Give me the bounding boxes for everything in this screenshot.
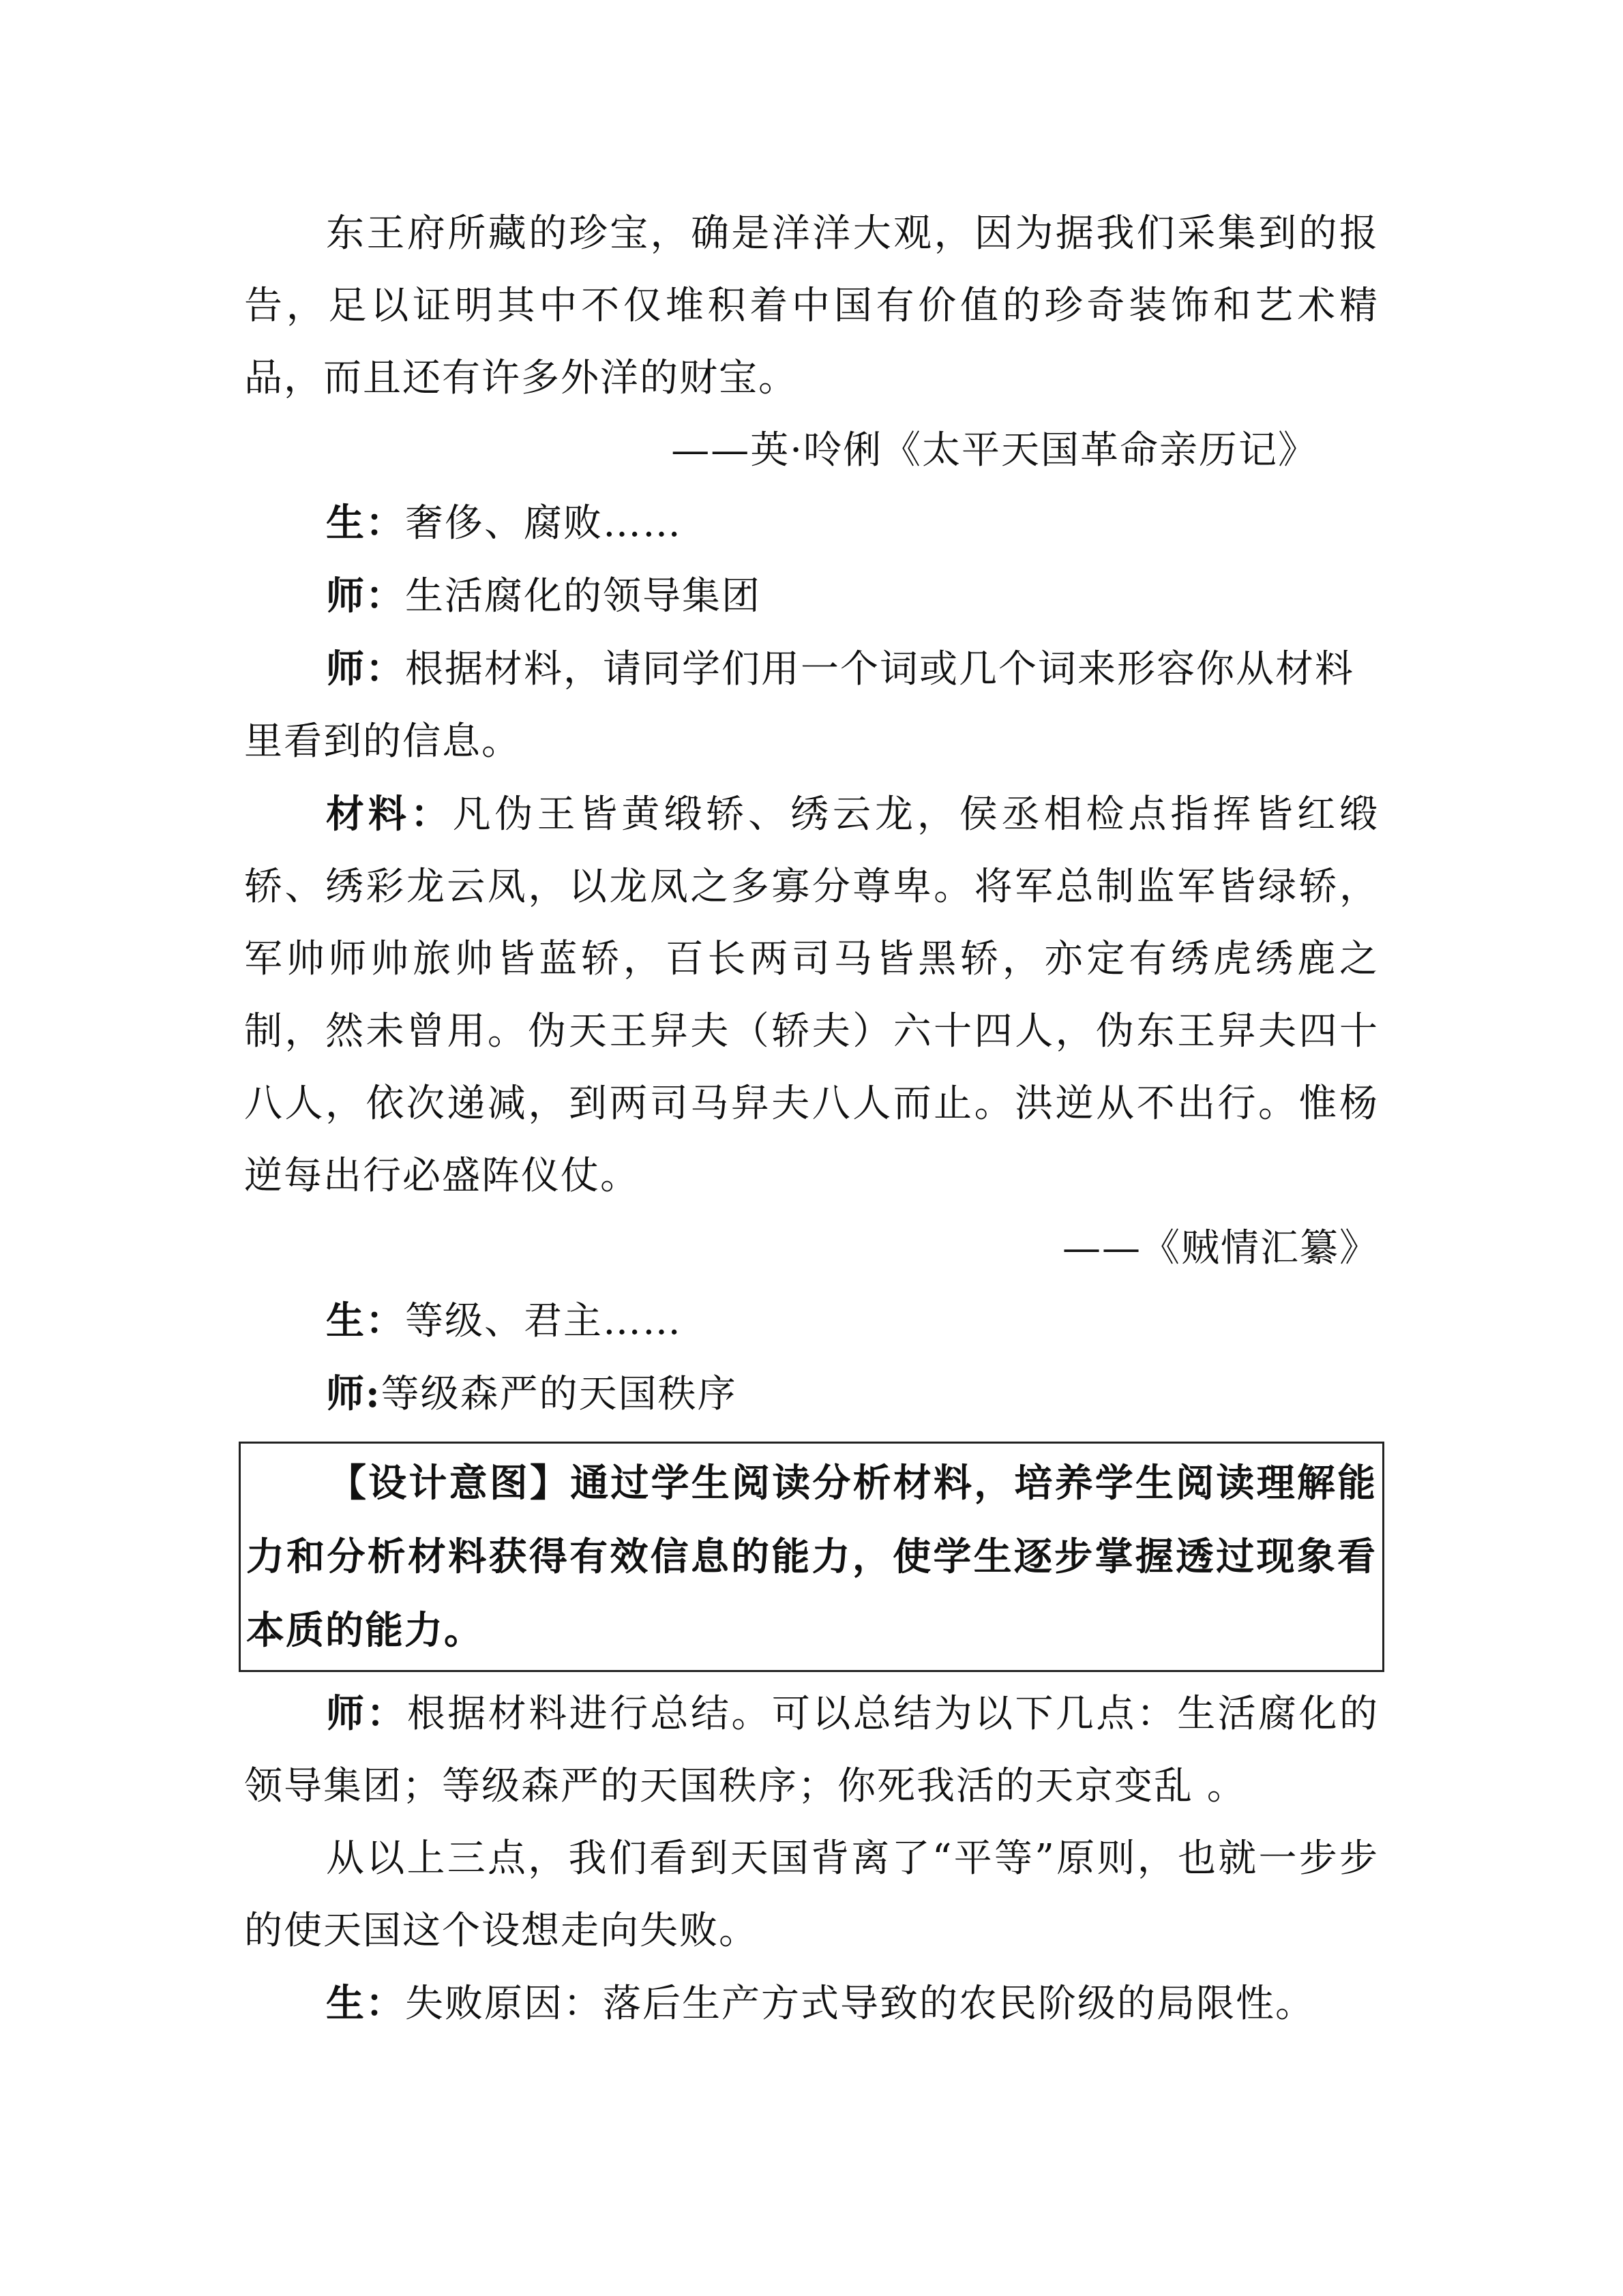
dialog-text: 失败原因：落后生产方式导致的农民阶级的局限性。 (405, 1982, 1315, 2026)
material-label: 材料： (326, 792, 453, 837)
speaker-label: 师： (326, 1691, 407, 1736)
dialog-text: 根据材料，请同学们用一个词或几个词来形容你从材料里看到的信息。 (244, 647, 1354, 764)
summary-paragraph: 从以上三点，我们看到天国背离了“平等”原则，也就一步步的使天国这个设想走向失败。 (244, 1836, 1379, 1953)
material-paragraph (244, 778, 1379, 1212)
speaker-label: 师： (326, 646, 405, 691)
speaker-label: 师： (326, 573, 405, 618)
dialog-text: 奢侈、腐败…… (405, 501, 682, 546)
dialog-line (244, 1967, 1379, 2040)
speaker-label: 生： (326, 501, 405, 546)
dialog-line (244, 633, 1379, 778)
quote-paragraph: 东王府所藏的珍宝，确是洋洋大观，因为据我们采集到的报告，足以证明其中不仅堆积着中国有价值的珍奇装饰和艺术精品，而且还有许多外洋的财宝。 (244, 211, 1379, 400)
material-source: ——《贼情汇纂》 (1062, 1226, 1379, 1270)
dialog-text: 根据材料进行总结。可以总结为以下几点：生活腐化的领导集团；等级森严的天国秩序；你死我活的天京变乱 。 (244, 1692, 1380, 1808)
design-intent-text: 【设计意图】通过学生阅读分析材料，培养学生阅读理解能力和分析材料获得有效信息的能力，使学生逐步掌握透过现象看本质的能力。 (246, 1461, 1377, 1653)
material-text: 凡伪王皆黄缎轿、绣云龙，侯丞相检点指挥皆红缎轿、绣彩龙云凤，以龙凤之多寡分尊卑。将军总制监军皆绿轿，军帅师帅旅帅皆蓝轿，百长两司马皆黑轿，亦定有绣虎绣鹿之制，然未曾用。伪天王舁夫（轿夫）六十四人，伪东王舁夫四十八人，依次递减，到两司马舁夫八人而止。洪逆从不出行。惟杨逆每出行必盛阵仪仗。 (244, 792, 1379, 1198)
dialog-line (244, 1678, 1379, 1823)
dialog-text: 等级、君主…… (405, 1299, 682, 1343)
speaker-label: 生： (326, 1981, 405, 2026)
dialog-text: 生活腐化的领导集团 (405, 574, 761, 618)
dialog-text: 等级森严的天国秩序 (381, 1372, 737, 1416)
dialog-line (244, 487, 1379, 560)
dialog-line (244, 560, 1379, 633)
document-page (244, 198, 1379, 2040)
dialog-line (244, 1358, 1379, 1431)
speaker-label: 师: (326, 1371, 381, 1416)
quote-source: ——英·呤俐《太平天国革命亲历记》 (671, 428, 1317, 473)
dialog-line (244, 1285, 1379, 1358)
speaker-label: 生： (326, 1298, 405, 1343)
design-intent-box (239, 1442, 1384, 1672)
